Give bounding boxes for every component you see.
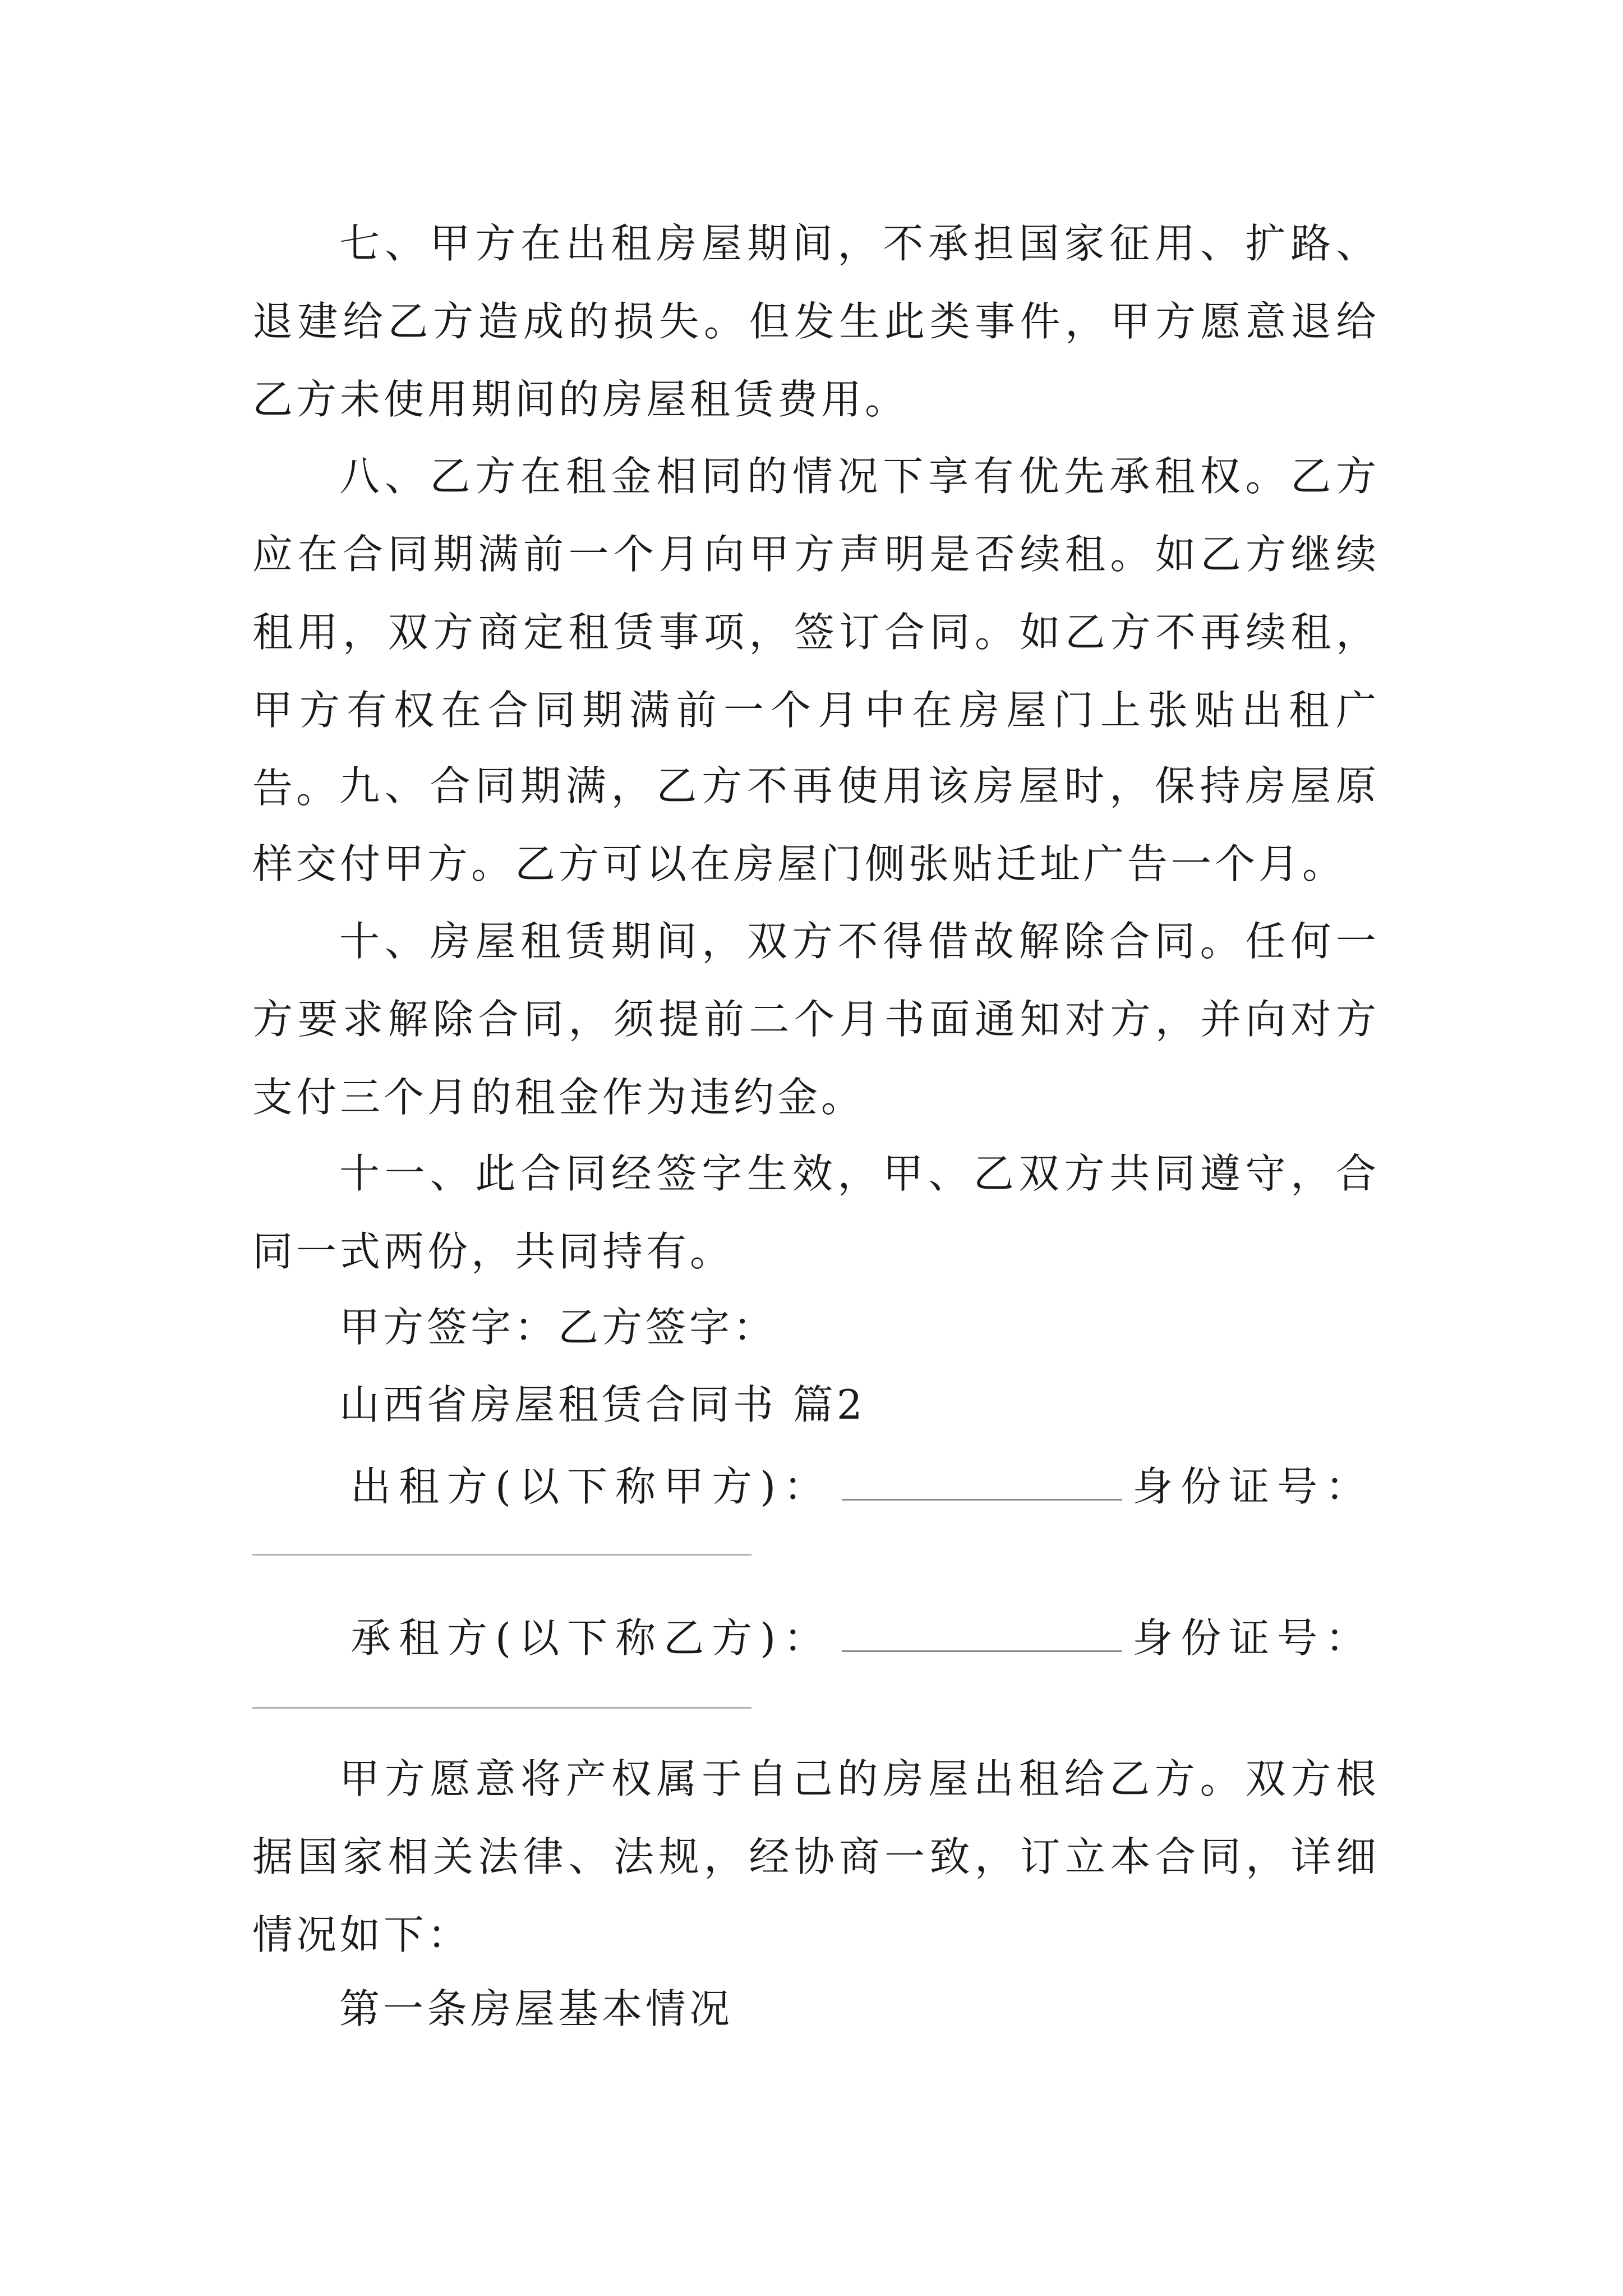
clause-10: 十、房屋租赁期间，双方不得借故解除合同。任何一方要求解除合同，须提前二个月书面通知对方，并向对方支付三个月的租金作为违约金。 (252, 918, 1380, 1121)
lessee-row (351, 1610, 1388, 1666)
clause-7: 七、甲方在出租房屋期间，不承担国家征用、扩路、退建给乙方造成的损失。但发生此类事件，甲方愿意退给乙方未使用期间的房屋租赁费用。 (252, 220, 1380, 423)
lessor-label: 出租方(以下称甲方)： (351, 1463, 832, 1510)
lessee-label: 承租方(以下称乙方)： (351, 1614, 832, 1662)
lessor-id-label: 身份证号： (1132, 1463, 1374, 1510)
section-heading: 山西省房屋租赁合同书 篇2 (339, 1381, 866, 1428)
lessee-name-blank (842, 1648, 1122, 1652)
lessee-id-blank (252, 1707, 751, 1709)
signature-line: 甲方签字：乙方签字： (339, 1304, 777, 1351)
intro-paragraph: 甲方愿意将产权属于自己的房屋出租给乙方。双方根据国家相关法律、法规，经协商一致，订立本合同，详细情况如下： (252, 1755, 1380, 1958)
article-1-heading: 第一条房屋基本情况 (339, 1985, 734, 2032)
lessor-row (351, 1458, 1388, 1515)
clause-9: 九、合同期满，乙方不再使用该房屋时，保持房屋原样交付甲方。乙方可以在房屋门侧张贴迁址广告一个月。 (252, 762, 1380, 887)
lessor-id-blank (252, 1554, 751, 1556)
lessor-name-blank (842, 1497, 1122, 1501)
clause-11: 十一、此合同经签字生效，甲、乙双方共同遵守，合同一式两份，共同持有。 (252, 1150, 1380, 1275)
lessee-id-label: 身份证号： (1132, 1614, 1374, 1662)
clause-8: 八、乙方在租金相同的情况下享有优先承租权。乙方应在合同期满前一个月向甲方声明是否续租。如乙方继续租用，双方商定租赁事项，签订合同。如乙方不再续租，甲方有权在合同期满前一个月中在房屋门上张贴出租广告。 (252, 453, 1380, 812)
